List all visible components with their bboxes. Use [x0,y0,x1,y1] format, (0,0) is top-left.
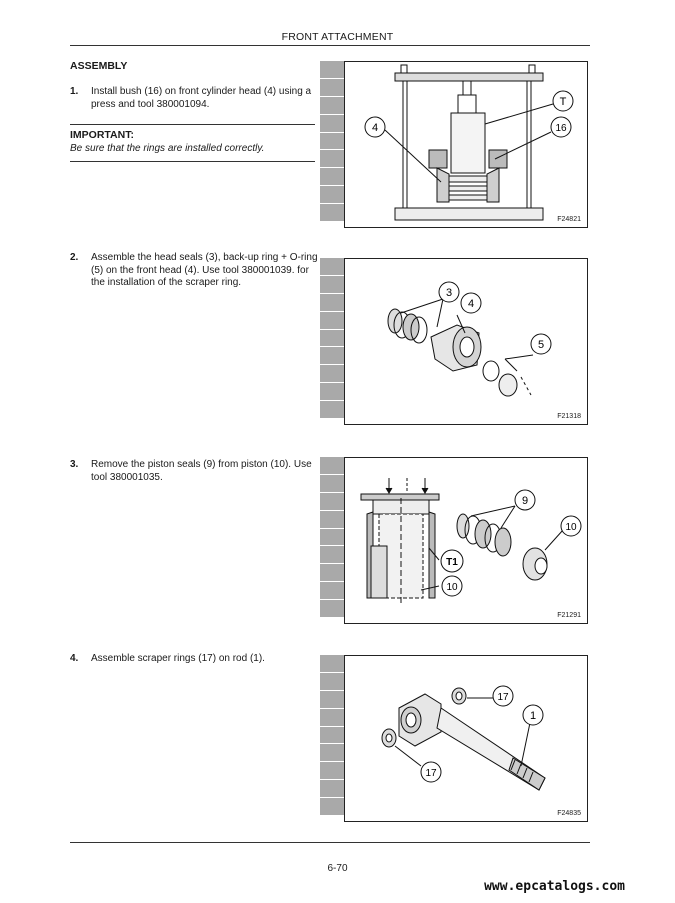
callout-label: 17 [425,768,437,779]
callout-label: 17 [497,692,509,703]
section-title: ASSEMBLY [70,60,128,72]
watermark-link[interactable]: www.epcatalogs.com [484,879,625,894]
figure-side-strip [320,61,344,222]
step-text: Assemble the head seals (3), back-up ring + O-ring (5) on the front head (4). Use tool 380001039. for the installation of the scraper ring. [91,252,318,288]
figure-side-strip [320,655,344,816]
step-text: Remove the piston seals (9) from piston (10). Use tool 380001035. [91,459,312,483]
callout-label: 3 [445,287,453,299]
step-number: 4. [70,653,79,664]
callout-label: 16 [555,123,567,134]
step-3 [70,459,318,484]
step-number: 2. [70,252,79,263]
figure-code: F24835 [557,810,581,817]
callout-label: 5 [537,339,545,351]
figure-side-strip [320,258,344,419]
important-text: Be sure that the rings are installed correctly. [70,143,265,154]
callout-label: 10 [446,582,458,593]
step-text: Assemble scraper rings (17) on rod (1). [91,653,265,664]
step-number: 1. [70,86,79,97]
callout-label: 9 [521,495,529,507]
scraper-rings-diagram [345,656,587,821]
press-diagram [345,62,587,227]
callout-label: 4 [467,298,475,310]
step-4 [70,653,318,666]
figure-code: F24821 [557,216,581,223]
figure-side-strip [320,457,344,618]
important-bottom-rule [70,161,315,162]
figure-piston-seals [344,457,588,624]
piston-seals-diagram [345,458,587,623]
important-top-rule [70,124,315,125]
header-rule [70,45,590,46]
step-2 [70,252,318,290]
figure-scraper-rings [344,655,588,822]
callout-label: 4 [371,122,379,134]
important-title: IMPORTANT: [70,129,134,141]
callout-label: 1 [529,710,537,722]
page-number: 6-70 [327,863,348,874]
figure-code: F21291 [557,612,581,619]
step-1 [70,86,318,111]
step-text: Install bush (16) on front cylinder head (4) using a press and tool 380001094. [91,86,312,110]
footer-rule [70,842,590,843]
figure-head-seals [344,258,588,425]
callout-label: T [559,96,567,108]
callout-label: T1 [446,557,458,568]
figure-press-install-bush [344,61,588,228]
figure-code: F21318 [557,413,581,420]
head-seals-diagram [345,259,587,424]
callout-label: 10 [565,522,577,533]
step-number: 3. [70,459,79,470]
page-header: FRONT ATTACHMENT [281,31,394,43]
